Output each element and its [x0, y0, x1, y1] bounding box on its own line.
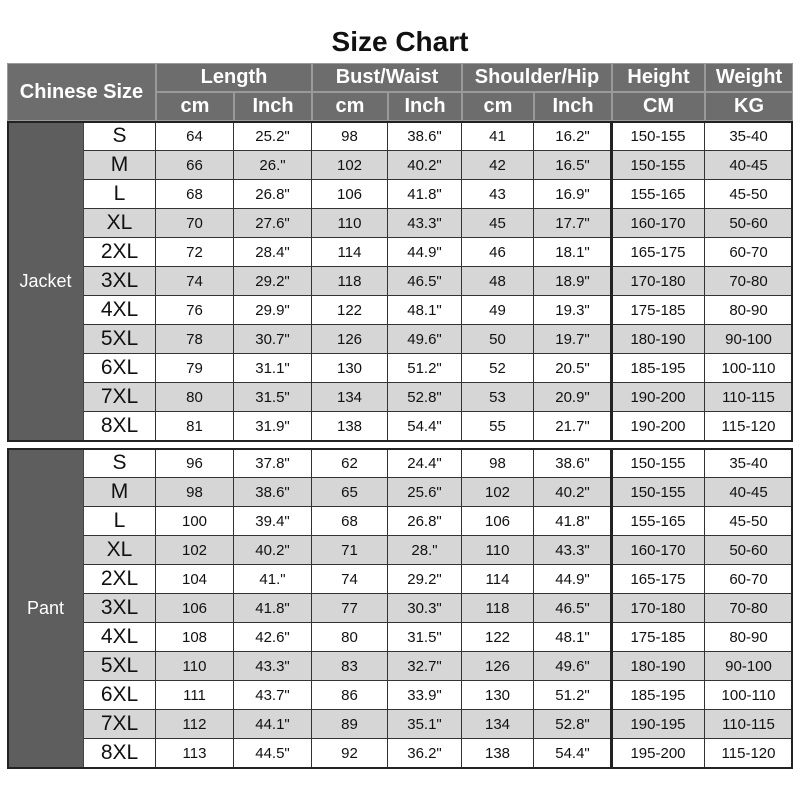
table-cell: 52.8"	[388, 383, 462, 412]
size-label-cell: S	[84, 122, 156, 151]
table-cell: 17.7"	[534, 209, 612, 238]
table-cell: 16.9"	[534, 180, 612, 209]
table-cell: 49	[462, 296, 534, 325]
table-cell: 190-200	[612, 412, 705, 441]
size-label-cell: 8XL	[84, 412, 156, 441]
size-label-cell: 8XL	[84, 739, 156, 768]
table-cell: 83	[312, 652, 388, 681]
table-cell: 68	[156, 180, 234, 209]
table-cell: 98	[462, 449, 534, 478]
table-cell: 40-45	[705, 478, 793, 507]
size-label-cell: XL	[84, 536, 156, 565]
table-cell: 31.5"	[388, 623, 462, 652]
header-group-length: Length	[156, 63, 312, 92]
size-label-cell: 6XL	[84, 681, 156, 710]
table-cell: 130	[312, 354, 388, 383]
table-cell: 110-115	[705, 383, 793, 412]
table-cell: 29.2"	[388, 565, 462, 594]
table-cell: 44.1"	[234, 710, 312, 739]
table-cell: 37.8"	[234, 449, 312, 478]
table-cell: 53	[462, 383, 534, 412]
table-cell: 36.2"	[388, 739, 462, 768]
table-cell: 122	[462, 623, 534, 652]
table-cell: 138	[462, 739, 534, 768]
size-label-cell: 5XL	[84, 325, 156, 354]
table-cell: 28."	[388, 536, 462, 565]
table-cell: 150-155	[612, 449, 705, 478]
table-cell: 38.6"	[388, 122, 462, 151]
table-cell: 26.8"	[234, 180, 312, 209]
column-divider	[610, 122, 613, 441]
table-cell: 52.8"	[534, 710, 612, 739]
table-cell: 50-60	[705, 536, 793, 565]
table-cell: 70-80	[705, 594, 793, 623]
table-cell: 80-90	[705, 296, 793, 325]
table-cell: 20.9"	[534, 383, 612, 412]
table-cell: 70	[156, 209, 234, 238]
table-cell: 30.7"	[234, 325, 312, 354]
table-cell: 43.3"	[388, 209, 462, 238]
table-cell: 43.7"	[234, 681, 312, 710]
table-cell: 106	[462, 507, 534, 536]
table-cell: 54.4"	[388, 412, 462, 441]
table-cell: 190-200	[612, 383, 705, 412]
size-label-cell: 4XL	[84, 296, 156, 325]
table-cell: 98	[156, 478, 234, 507]
table-cell: 175-185	[612, 296, 705, 325]
table-cell: 19.3"	[534, 296, 612, 325]
section-label-jacket: Jacket	[7, 122, 84, 441]
table-cell: 106	[312, 180, 388, 209]
table-cell: 50-60	[705, 209, 793, 238]
size-label-cell: M	[84, 151, 156, 180]
table-cell: 24.4"	[388, 449, 462, 478]
table-cell: 90-100	[705, 325, 793, 354]
header-group-weight: Weight	[705, 63, 793, 92]
size-label-cell: 2XL	[84, 565, 156, 594]
size-label-cell: 7XL	[84, 383, 156, 412]
table-cell: 160-170	[612, 209, 705, 238]
table-cell: 45-50	[705, 507, 793, 536]
header-group-shoulder-hip: Shoulder/Hip	[462, 63, 612, 92]
table-cell: 43.3"	[234, 652, 312, 681]
header-unit: Inch	[234, 92, 312, 121]
table-cell: 26."	[234, 151, 312, 180]
table-cell: 16.2"	[534, 122, 612, 151]
table-cell: 45	[462, 209, 534, 238]
table-cell: 118	[462, 594, 534, 623]
table-cell: 39.4"	[234, 507, 312, 536]
table-cell: 102	[462, 478, 534, 507]
table-cell: 29.9"	[234, 296, 312, 325]
table-cell: 76	[156, 296, 234, 325]
table-cell: 41.8"	[234, 594, 312, 623]
table-cell: 160-170	[612, 536, 705, 565]
table-cell: 185-195	[612, 354, 705, 383]
table-cell: 115-120	[705, 739, 793, 768]
table-cell: 40.2"	[388, 151, 462, 180]
table-cell: 113	[156, 739, 234, 768]
table-cell: 86	[312, 681, 388, 710]
table-cell: 72	[156, 238, 234, 267]
header-unit: Inch	[388, 92, 462, 121]
table-cell: 40.2"	[534, 478, 612, 507]
table-cell: 111	[156, 681, 234, 710]
size-label-cell: XL	[84, 209, 156, 238]
table-cell: 71	[312, 536, 388, 565]
table-cell: 48.1"	[388, 296, 462, 325]
table-cell: 100	[156, 507, 234, 536]
table-cell: 52	[462, 354, 534, 383]
table-cell: 80	[312, 623, 388, 652]
table-cell: 150-155	[612, 151, 705, 180]
table-cell: 40-45	[705, 151, 793, 180]
table-cell: 46	[462, 238, 534, 267]
table-cell: 54.4"	[534, 739, 612, 768]
table-cell: 70-80	[705, 267, 793, 296]
table-cell: 96	[156, 449, 234, 478]
table-cell: 49.6"	[388, 325, 462, 354]
table-cell: 29.2"	[234, 267, 312, 296]
table-cell: 165-175	[612, 238, 705, 267]
table-cell: 44.9"	[388, 238, 462, 267]
column-divider	[610, 449, 613, 768]
header-group-bust-waist: Bust/Waist	[312, 63, 462, 92]
table-cell: 138	[312, 412, 388, 441]
table-cell: 18.9"	[534, 267, 612, 296]
table-cell: 42	[462, 151, 534, 180]
table-cell: 19.7"	[534, 325, 612, 354]
header-unit: KG	[705, 92, 793, 121]
table-cell: 185-195	[612, 681, 705, 710]
table-cell: 68	[312, 507, 388, 536]
table-cell: 26.8"	[388, 507, 462, 536]
table-cell: 134	[462, 710, 534, 739]
table-cell: 115-120	[705, 412, 793, 441]
table-cell: 126	[462, 652, 534, 681]
table-cell: 35-40	[705, 122, 793, 151]
table-cell: 27.6"	[234, 209, 312, 238]
table-cell: 180-190	[612, 652, 705, 681]
table-cell: 130	[462, 681, 534, 710]
table-cell: 110	[462, 536, 534, 565]
table-cell: 114	[312, 238, 388, 267]
table-cell: 38.6"	[234, 478, 312, 507]
table-cell: 118	[312, 267, 388, 296]
table-cell: 180-190	[612, 325, 705, 354]
table-cell: 44.5"	[234, 739, 312, 768]
table-cell: 150-155	[612, 478, 705, 507]
table-cell: 45-50	[705, 180, 793, 209]
table-cell: 165-175	[612, 565, 705, 594]
table-cell: 62	[312, 449, 388, 478]
size-label-cell: 7XL	[84, 710, 156, 739]
table-cell: 41	[462, 122, 534, 151]
table-cell: 43	[462, 180, 534, 209]
size-label-cell: L	[84, 507, 156, 536]
page-title: Size Chart	[331, 26, 469, 57]
table-cell: 110-115	[705, 710, 793, 739]
table-cell: 81	[156, 412, 234, 441]
table-cell: 102	[156, 536, 234, 565]
header-group-height: Height	[612, 63, 705, 92]
header-unit: cm	[312, 92, 388, 121]
table-cell: 43.3"	[534, 536, 612, 565]
size-label-cell: 3XL	[84, 267, 156, 296]
table-cell: 42.6"	[234, 623, 312, 652]
header-unit: Inch	[534, 92, 612, 121]
table-cell: 195-200	[612, 739, 705, 768]
size-label-cell: 6XL	[84, 354, 156, 383]
table-cell: 150-155	[612, 122, 705, 151]
table-cell: 80	[156, 383, 234, 412]
table-cell: 74	[156, 267, 234, 296]
table-cell: 112	[156, 710, 234, 739]
table-cell: 31.1"	[234, 354, 312, 383]
table-cell: 122	[312, 296, 388, 325]
size-label-cell: 3XL	[84, 594, 156, 623]
table-cell: 32.7"	[388, 652, 462, 681]
table-cell: 49.6"	[534, 652, 612, 681]
table-cell: 33.9"	[388, 681, 462, 710]
table-cell: 25.2"	[234, 122, 312, 151]
table-cell: 41."	[234, 565, 312, 594]
table-cell: 31.9"	[234, 412, 312, 441]
table-cell: 41.8"	[534, 507, 612, 536]
size-label-cell: M	[84, 478, 156, 507]
table-cell: 74	[312, 565, 388, 594]
table-cell: 38.6"	[534, 449, 612, 478]
table-cell: 104	[156, 565, 234, 594]
table-cell: 170-180	[612, 594, 705, 623]
table-cell: 66	[156, 151, 234, 180]
table-cell: 155-165	[612, 180, 705, 209]
table-cell: 48.1"	[534, 623, 612, 652]
size-label-cell: S	[84, 449, 156, 478]
table-cell: 126	[312, 325, 388, 354]
table-cell: 80-90	[705, 623, 793, 652]
header-unit: cm	[156, 92, 234, 121]
table-cell: 41.8"	[388, 180, 462, 209]
section-label-pant: Pant	[7, 449, 84, 768]
table-cell: 20.5"	[534, 354, 612, 383]
table-cell: 78	[156, 325, 234, 354]
table-cell: 21.7"	[534, 412, 612, 441]
table-cell: 155-165	[612, 507, 705, 536]
size-label-cell: 5XL	[84, 652, 156, 681]
table-cell: 134	[312, 383, 388, 412]
table-cell: 64	[156, 122, 234, 151]
size-label-cell: L	[84, 180, 156, 209]
header-unit: CM	[612, 92, 705, 121]
table-cell: 100-110	[705, 354, 793, 383]
table-cell: 18.1"	[534, 238, 612, 267]
table-cell: 25.6"	[388, 478, 462, 507]
table-cell: 65	[312, 478, 388, 507]
table-cell: 92	[312, 739, 388, 768]
table-cell: 35-40	[705, 449, 793, 478]
size-label-cell: 4XL	[84, 623, 156, 652]
table-cell: 110	[156, 652, 234, 681]
table-cell: 60-70	[705, 238, 793, 267]
table-cell: 28.4"	[234, 238, 312, 267]
table-cell: 102	[312, 151, 388, 180]
table-cell: 106	[156, 594, 234, 623]
table-cell: 79	[156, 354, 234, 383]
table-cell: 190-195	[612, 710, 705, 739]
table-cell: 46.5"	[388, 267, 462, 296]
header-chinese-size: Chinese Size	[7, 63, 156, 121]
table-cell: 16.5"	[534, 151, 612, 180]
table-cell: 30.3"	[388, 594, 462, 623]
table-cell: 175-185	[612, 623, 705, 652]
table-cell: 98	[312, 122, 388, 151]
table-cell: 89	[312, 710, 388, 739]
table-cell: 48	[462, 267, 534, 296]
table-cell: 51.2"	[534, 681, 612, 710]
table-cell: 77	[312, 594, 388, 623]
table-cell: 31.5"	[234, 383, 312, 412]
table-cell: 114	[462, 565, 534, 594]
table-cell: 40.2"	[234, 536, 312, 565]
table-cell: 108	[156, 623, 234, 652]
table-cell: 170-180	[612, 267, 705, 296]
table-cell: 44.9"	[534, 565, 612, 594]
table-cell: 60-70	[705, 565, 793, 594]
header-unit: cm	[462, 92, 534, 121]
table-cell: 51.2"	[388, 354, 462, 383]
table-cell: 50	[462, 325, 534, 354]
table-cell: 90-100	[705, 652, 793, 681]
table-cell: 55	[462, 412, 534, 441]
table-cell: 46.5"	[534, 594, 612, 623]
table-cell: 110	[312, 209, 388, 238]
size-label-cell: 2XL	[84, 238, 156, 267]
table-cell: 35.1"	[388, 710, 462, 739]
table-cell: 100-110	[705, 681, 793, 710]
